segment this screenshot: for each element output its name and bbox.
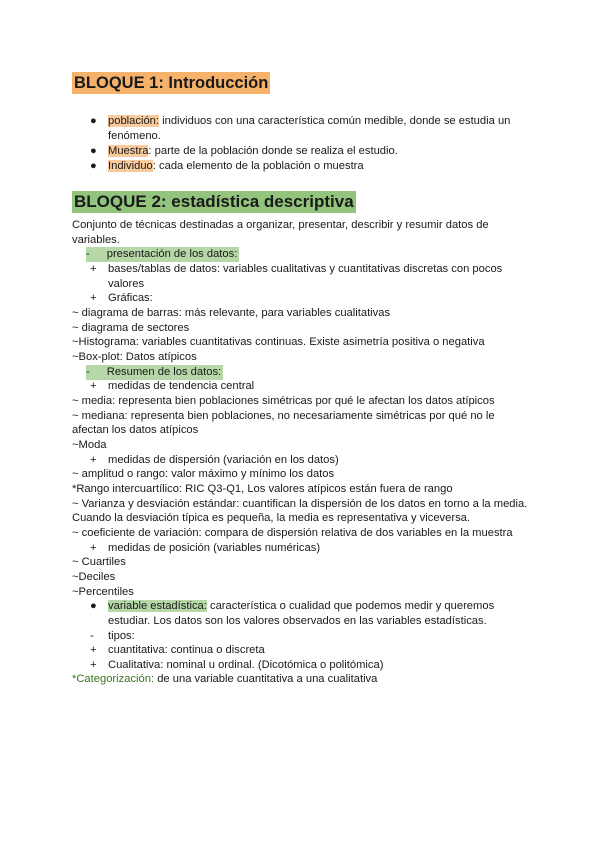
text-line: ~ mediana: representa bien poblaciones, no necesariamente simétricas por qué no le	[72, 410, 495, 422]
section-presentacion-label: presentación de los datos:	[106, 248, 238, 260]
list-item-graficas: Gráficas:	[108, 292, 153, 304]
text-line: afectan los datos atípicos	[72, 424, 199, 436]
term-variable-estadistica: variable estadística:	[108, 600, 207, 612]
definition-poblacion: individuos con una característica común medible, donde se estudia un	[159, 115, 511, 127]
plus-marker: +	[90, 454, 97, 466]
text-line: ~ Varianza y desviación estándar: cuantifican la dispersión de los datos en torno a la media.	[72, 498, 528, 510]
definition-muestra: : parte de la población donde se realiza el estudio.	[148, 145, 398, 157]
section-resumen-label: Resumen de los datos:	[106, 366, 222, 378]
dash-marker: -	[86, 248, 90, 260]
text-line: Cuando la desviación típica es pequeña, la media es representativa y viceversa.	[72, 512, 471, 524]
dash-marker: -	[86, 366, 90, 378]
plus-marker: +	[90, 380, 97, 392]
bullet-marker: ●	[90, 115, 97, 127]
plus-marker: +	[90, 659, 97, 671]
bullet-marker: ●	[90, 145, 97, 157]
list-item-cuantitativa: cuantitativa: continua o discreta	[108, 644, 265, 656]
text-line: ~ amplitud o rango: valor máximo y mínimo los datos	[72, 468, 335, 480]
list-item-muestra	[108, 144, 398, 159]
plus-marker: +	[90, 542, 97, 554]
text-line: ~ diagrama de sectores	[72, 322, 190, 334]
list-item-poblacion-cont: fenómeno.	[108, 130, 161, 142]
text-line: ~ media: representa bien poblaciones simétricas por qué le afectan los datos atípicos	[72, 395, 495, 407]
list-item-variable-cont: estudiar. Los datos son los valores observados en las variables estadísticas.	[108, 615, 487, 627]
dash-marker: -	[90, 630, 94, 642]
list-item-cualitativa: Cualitativa: nominal u ordinal. (Dicotómica o politómica)	[108, 659, 384, 671]
list-item-individuo	[108, 159, 364, 174]
plus-marker: +	[90, 263, 97, 275]
list-item-bases: bases/tablas de datos: variables cualitativas y cuantitativas discretas con pocos	[108, 263, 503, 275]
text-line: ~ diagrama de barras: más relevante, para variables cualitativas	[72, 307, 391, 319]
plus-marker: +	[90, 292, 97, 304]
bullet-marker: ●	[90, 160, 97, 172]
definition-categorizacion: de una variable cuantitativa a una cualitativa	[154, 673, 378, 685]
term-categorizacion: *Categorización:	[72, 673, 155, 685]
text-line: ~ coeficiente de variación: compara de dispersión relativa de dos variables en la muestra	[72, 527, 513, 539]
term-individuo: Individuo	[108, 160, 153, 172]
text-line-categorizacion	[72, 672, 377, 687]
term-muestra: Muestra	[108, 145, 149, 157]
definition-individuo: : cada elemento de la población o muestra	[152, 160, 364, 172]
text-line: ~Box-plot: Datos atípicos	[72, 351, 197, 363]
list-item-tendencia: medidas de tendencia central	[108, 380, 255, 392]
list-item-poblacion	[108, 114, 510, 129]
term-poblacion: población:	[108, 115, 160, 127]
list-item-bases-cont: valores	[108, 278, 145, 290]
list-item-variable	[108, 599, 494, 614]
text-line: ~ Cuartiles	[72, 556, 126, 568]
text-line: ~Deciles	[72, 571, 116, 583]
text-line: ~Histograma: variables cuantitativas continuas. Existe asimetría positiva o negativa	[72, 336, 485, 348]
list-item-tipos: tipos:	[108, 630, 135, 642]
heading-bloque-2: BLOQUE 2: estadística descriptiva	[74, 192, 354, 211]
text-line: ~Percentiles	[72, 586, 134, 598]
intro-text-cont: variables.	[72, 234, 120, 246]
bullet-marker: ●	[90, 600, 97, 612]
plus-marker: +	[90, 644, 97, 656]
definition-variable: característica o cualidad que podemos medir y queremos	[206, 600, 495, 612]
text-line: ~Moda	[72, 439, 107, 451]
list-item-posicion: medidas de posición (variables numéricas)	[108, 542, 321, 554]
intro-text: Conjunto de técnicas destinadas a organizar, presentar, describir y resumir datos de	[72, 219, 489, 231]
section-presentacion	[86, 247, 239, 262]
list-item-dispersion: medidas de dispersión (variación en los datos)	[108, 454, 339, 466]
text-line: *Rango intercuartílico: RIC Q3-Q1, Los valores atípicos están fuera de rango	[72, 483, 453, 495]
section-resumen	[86, 365, 223, 380]
heading-bloque-1: BLOQUE 1: Introducción	[74, 74, 269, 92]
